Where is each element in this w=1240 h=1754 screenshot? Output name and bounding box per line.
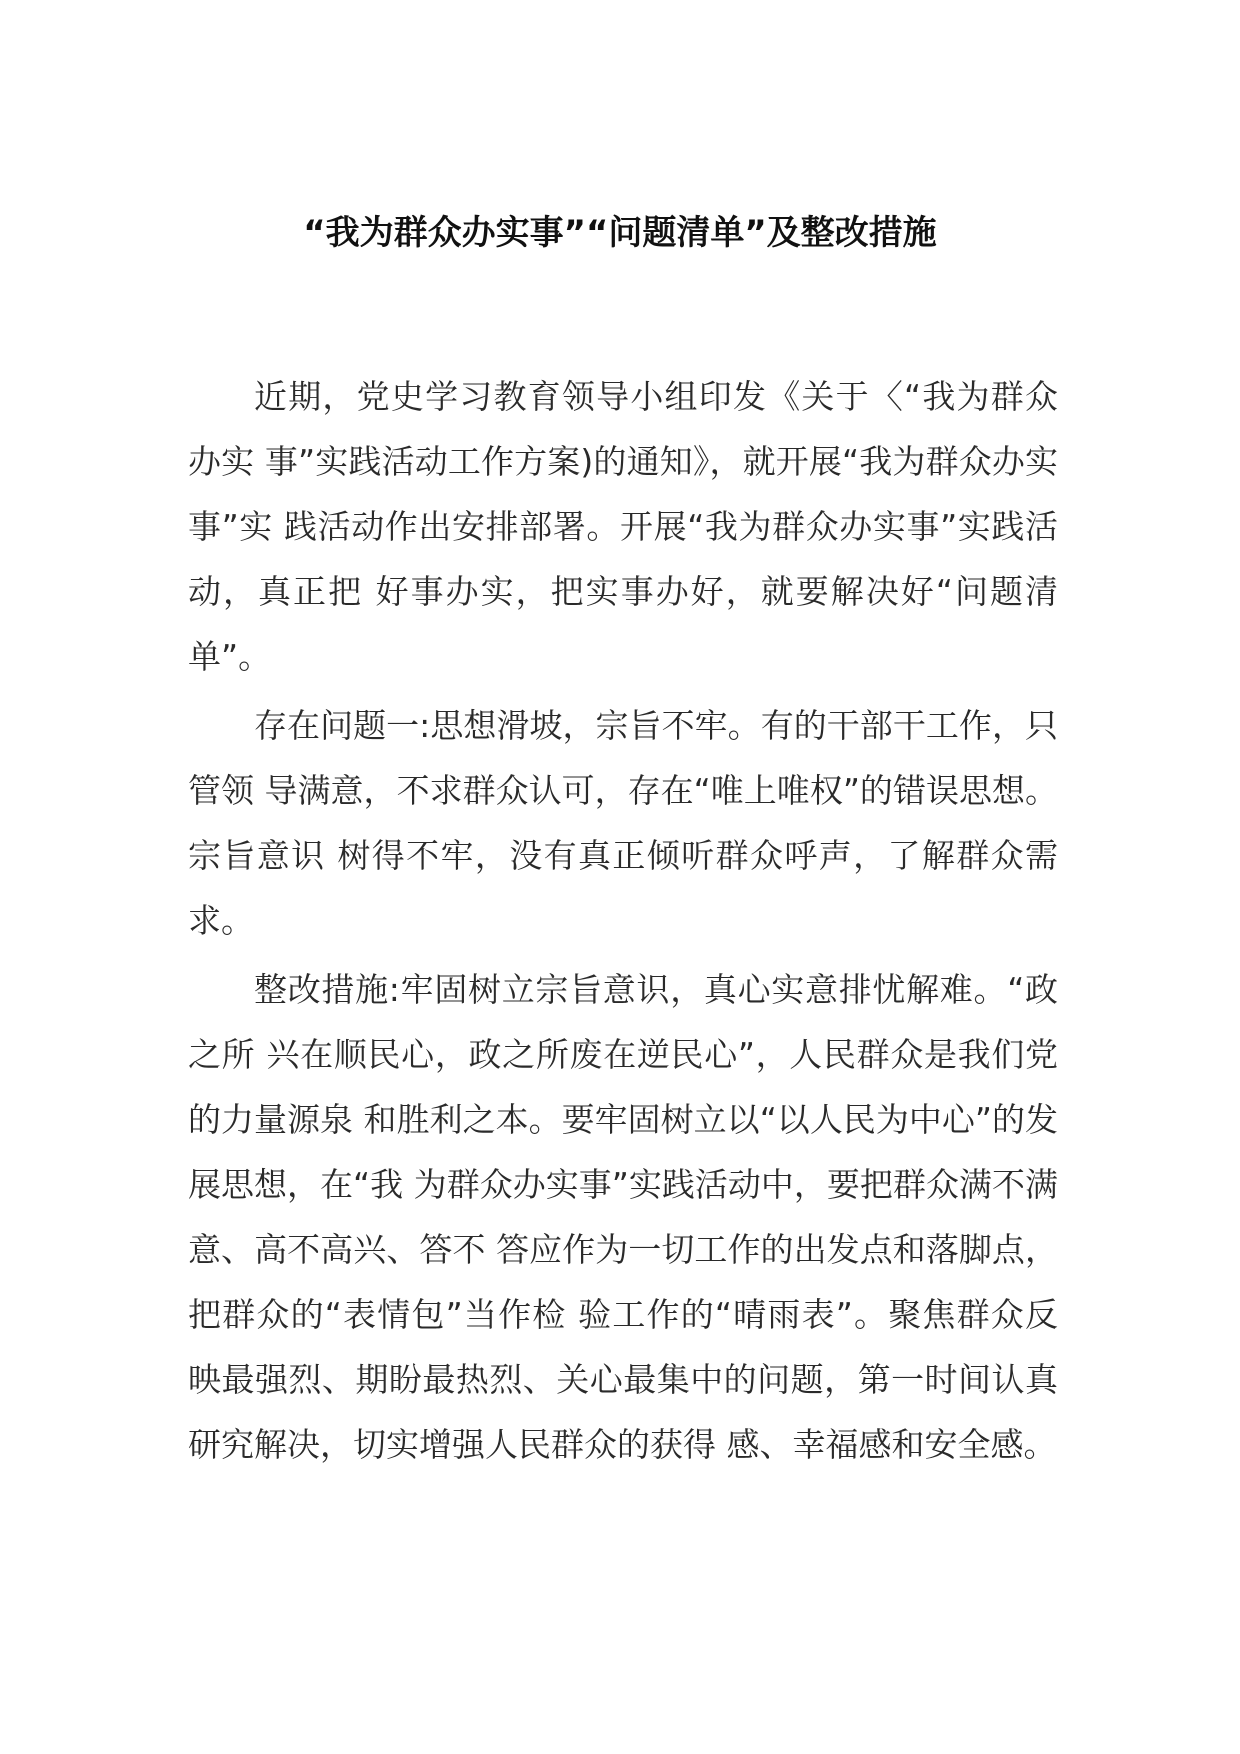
paragraph-rectification-measures: 整改措施:牢固树立宗旨意识，真心实意排忧解难。“政之所 兴在顺民心，政之所废在逆民心”，人民群众是我们党的力量源泉 和胜利之本。要牢固树立以“以人民为中心”的发展思想，在“我 为群众办实事”实践活动中，要把群众满不满意、高不高兴、答不 答应作为一切工作的出发点和落脚点，把群众的“表情包”当作检 验工作的“晴雨表”。聚焦群众反映最强烈、期盼最热烈、关心最集中的问题，第一时间认真研究解决，切实增强人民群众的获得 感、幸福感和安全感。 bbox=[188, 970, 1058, 1464]
document-title: “我为群众办实事”“问题清单”及整改措施 bbox=[303, 213, 937, 253]
paragraph-intro: 近期，党史学习教育领导小组印发《关于〈“我为群众办实 事”实践活动工作方案)的通知》，就开展“我为群众办实事”实 践活动作出安排部署。开展“我为群众办实事”实践活动，真正把 好事办实，把实事办好，就要解决好“问题清单”。 bbox=[188, 377, 1058, 676]
paragraph-problem-one: 存在问题一:思想滑坡，宗旨不牢。有的干部干工作，只管领 导满意，不求群众认可，存在“唯上唯权”的错误思想。宗旨意识 树得不牢，没有真正倾听群众呼声，了解群众需求。 bbox=[188, 706, 1058, 940]
document-body bbox=[188, 364, 1058, 1481]
